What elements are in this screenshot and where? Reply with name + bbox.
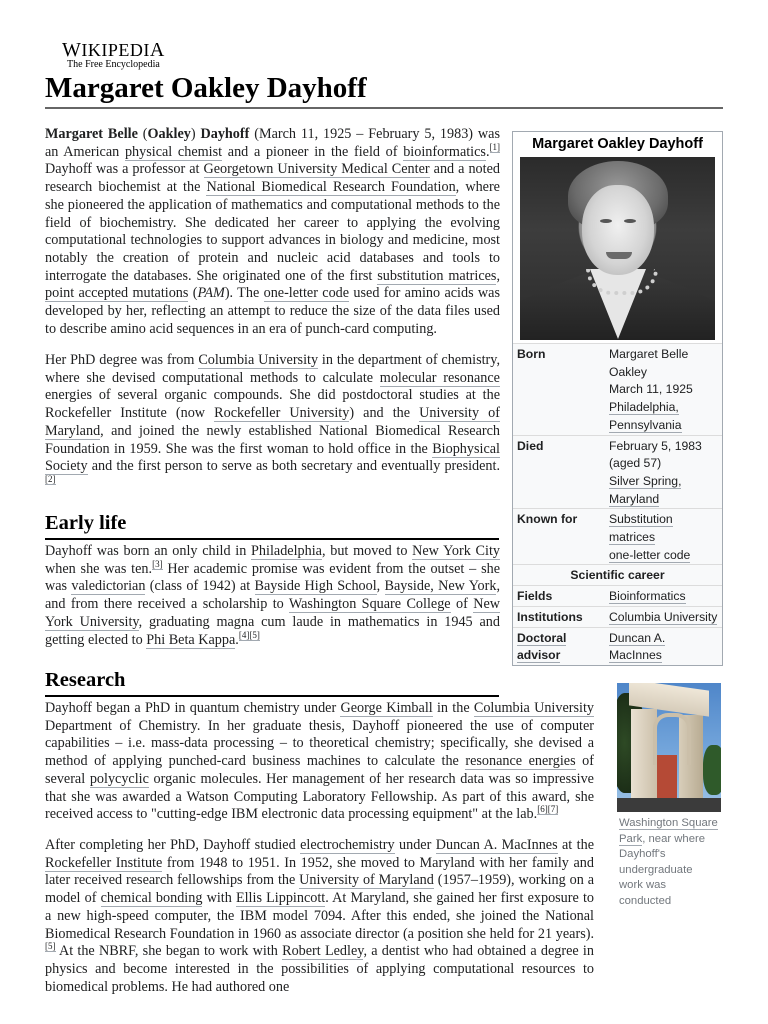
link-phi-beta-kappa[interactable]: Phi Beta Kappa (146, 631, 236, 648)
value-born: Margaret Belle Oakley March 11, 1925 Philadelphia, Pennsylvania (603, 344, 722, 436)
link-nyc[interactable]: New York City (412, 543, 500, 559)
link-bioinformatics[interactable]: bioinformatics (403, 143, 486, 160)
link-substitution-matrices[interactable]: substitution matrices (377, 267, 497, 284)
thumbnail-washington-square (617, 683, 721, 910)
link-georgetown[interactable]: Georgetown University Medical Center (203, 161, 430, 178)
label-born: Born (513, 344, 603, 436)
research-paragraph-1: Dayhoff began a PhD in quantum chemistry under George Kimball in the Columbia University Department of Chemistry. In her graduate thesis, Dayhoff pioneered the use of computer capabilities – i.e. mass-data processing – to theoretical chemistry; specifically, she devised a method of applying punched-card business machines to calculate the resonance energies of several polycyclic organic molecules. Her management of her research data was so impressive that she was awarded a Watson Computing Laboratory Fellowship. As part of this award, she received access to "cutting-edge IBM electronic data processing equipment" at the lab.[6][7] (45, 700, 594, 823)
link-died-maryland[interactable]: Maryland (609, 491, 660, 506)
infobox-title: Margaret Oakley Dayhoff (513, 132, 722, 155)
link-valedictorian[interactable]: valedictorian (71, 578, 146, 595)
infobox-section-scientific-career (513, 565, 722, 586)
link-columbia[interactable]: Columbia University (198, 352, 319, 368)
portrait-image[interactable] (520, 157, 715, 340)
citation-3[interactable]: [3] (152, 558, 163, 569)
link-known-one-letter-code[interactable]: one-letter code (609, 547, 691, 562)
link-george-kimball[interactable]: George Kimball (340, 700, 433, 716)
page-title: Margaret Oakley Dayhoff (45, 70, 723, 109)
label-institutions: Institutions (513, 606, 603, 627)
infobox-row-known-for (513, 509, 722, 565)
link-ellis-lippincott[interactable]: Ellis Lippincott (235, 890, 326, 907)
link-died-silver-spring[interactable]: Silver Spring, (609, 473, 682, 488)
thumbnail-caption: Washington Square Park, near where Dayhoff's undergraduate work was conducted (619, 817, 718, 907)
link-chemical-bonding[interactable]: chemical bonding (100, 890, 203, 907)
link-advisor-macinnes[interactable]: Duncan A. MacInnes (609, 630, 666, 663)
citation-5[interactable]: [5] (249, 629, 260, 640)
label-known-for: Known for (513, 509, 603, 565)
link-born-philadelphia[interactable]: Philadelphia, (609, 400, 679, 415)
heading-research: Research (45, 668, 499, 697)
link-washington-square-college[interactable]: Washington Square College (288, 596, 451, 613)
intro-paragraph-2: Her PhD degree was from Columbia University in the department of chemistry, where she devised computational methods to calculate molecular resonance energies of several organic compounds. She did postdoctoral studies at the Rockefeller Institute (now Rockefeller University) and the University of Maryland, and joined the newly established National Biomedical Research Foundation in 1959. She was the first woman to hold office in the Biophysical Society and the first person to serve as both secretary and eventually president.[2] (45, 352, 500, 485)
wikipedia-logo[interactable] (62, 41, 165, 71)
value-died: February 5, 1983 (aged 57) Silver Spring, Maryland (603, 435, 722, 509)
link-one-letter-code[interactable]: one-letter code (263, 285, 350, 302)
citation-7[interactable]: [7] (547, 804, 559, 815)
label-fields: Fields (513, 586, 603, 607)
link-polycyclic[interactable]: polycyclic (89, 770, 149, 787)
link-duncan-macinnes[interactable]: Duncan A. MacInnes (435, 837, 558, 853)
link-molecular-resonance[interactable]: molecular resonance (379, 369, 500, 386)
link-rockefeller-institute[interactable]: Rockefeller Institute (45, 854, 163, 871)
value-known-for (603, 509, 722, 565)
infobox-row-born (513, 344, 722, 436)
washington-square-arch-image[interactable] (617, 683, 721, 812)
early-life-paragraph: Dayhoff was born an only child in Philadelphia, but moved to New York City when she was ten.[3] Her academic promise was evident from the outset – she was valedictorian (class of 1942) at Bayside High School, Bayside, New York, and from there received a scholarship to Washington Square College of New York University, graduating magna cum laude in mathematics in 1945 and getting elected to Phi Beta Kappa.[4][5] (45, 543, 501, 648)
citation-2[interactable]: [2] (45, 474, 56, 485)
link-electrochemistry[interactable]: electrochemistry (300, 837, 395, 853)
link-known-substitution-matrices[interactable]: Substitution matrices (609, 512, 673, 545)
section-scientific-career: Scientific career (513, 565, 722, 586)
link-umd[interactable]: University of Maryland (45, 405, 500, 439)
link-washington-square-park[interactable]: Washington Square Park (619, 817, 718, 845)
citation-1[interactable]: [1] (489, 141, 500, 152)
citation-6[interactable]: [6] (537, 804, 548, 815)
link-nyu[interactable]: New York University (45, 596, 501, 630)
link-physical-chemist[interactable]: physical chemist (124, 143, 223, 160)
link-robert-ledley[interactable]: Robert Ledley (282, 943, 364, 960)
link-fields-bioinformatics[interactable]: Bioinformatics (609, 589, 686, 604)
infobox-row-advisor (513, 627, 722, 665)
link-umd-2[interactable]: University of Maryland (299, 872, 434, 889)
link-resonance-energies[interactable]: resonance energies (465, 753, 576, 770)
citation-5b[interactable]: [5] (45, 941, 56, 952)
link-rockefeller-university[interactable]: Rockefeller University (214, 405, 350, 422)
link-bayside-hs[interactable]: Bayside High School (254, 578, 377, 595)
link-philadelphia[interactable]: Philadelphia (251, 543, 322, 559)
wikipedia-wordmark: WIKIPEDIA (62, 39, 165, 61)
label-doctoral-advisor[interactable]: Doctoral advisor (513, 627, 603, 665)
infobox (512, 131, 723, 666)
intro-paragraph-1: Margaret Belle (Oakley) Dayhoff (March 11, 1925 – February 5, 1983) was an American physical chemist and a pioneer in the field of bioinformatics.[1] Dayhoff was a professor at Georgetown University Medical Center and a noted research biochemist at the National Biomedical Research Foundation, where she pioneered the application of mathematics and computational methods to the field of biochemistry. She dedicated her career to applying the evolving computational technologies to support advances in biology and medicine, most notably the creation of protein and nucleic acid databases and tools to interrogate the databases. She originated one of the first substitution matrices, point accepted mutations (PAM). The one-letter code used for amino acids was developed by her, reflecting an attempt to reduce the size of the data files used to describe amino acid sequences in an era of punch-card computing. (45, 126, 501, 337)
link-columbia-2[interactable]: Columbia University (473, 700, 594, 716)
label-died: Died (513, 435, 603, 509)
link-institutions-columbia[interactable]: Columbia University (609, 609, 718, 624)
research-paragraph-2a: After completing her PhD, Dayhoff studied electrochemistry under Duncan A. MacInnes at the Rockefeller Institute from 1948 to 1951. In 1952, she moved to Maryland with her family and later received research fellowships from the University of Maryland (1957–1959), working on a model of chemical bonding with Ellis Lippincott. At Maryland, she gained her first exposure to a new high-speed computer, the IBM model 7094. After this ended, she joined the National Biomedical Research Foundation in 1960 as associate director (a position she held for 21 years).[5] At the NBRF, she began to work with Robert Ledley, a dentist who had obtained a degree in physics and become interested in the possibilities of applying computational resources to biomedical problems. He had authored one (45, 837, 594, 995)
link-bayside-ny[interactable]: Bayside, New York (384, 578, 497, 595)
link-pam[interactable]: point accepted mutations (45, 285, 189, 302)
link-biophysical-society[interactable]: Biophysical Society (45, 440, 500, 475)
infobox-row-fields (513, 586, 722, 607)
infobox-row-died (513, 435, 722, 509)
citation-4[interactable]: [4] (238, 629, 250, 640)
link-nbrf[interactable]: National Biomedical Research Foundation (206, 179, 456, 196)
wikipedia-tagline: The Free Encyclopedia (67, 59, 160, 70)
infobox-row-institutions (513, 606, 722, 627)
link-born-pennsylvania[interactable]: Pennsylvania (609, 417, 682, 432)
heading-early-life: Early life (45, 511, 499, 540)
